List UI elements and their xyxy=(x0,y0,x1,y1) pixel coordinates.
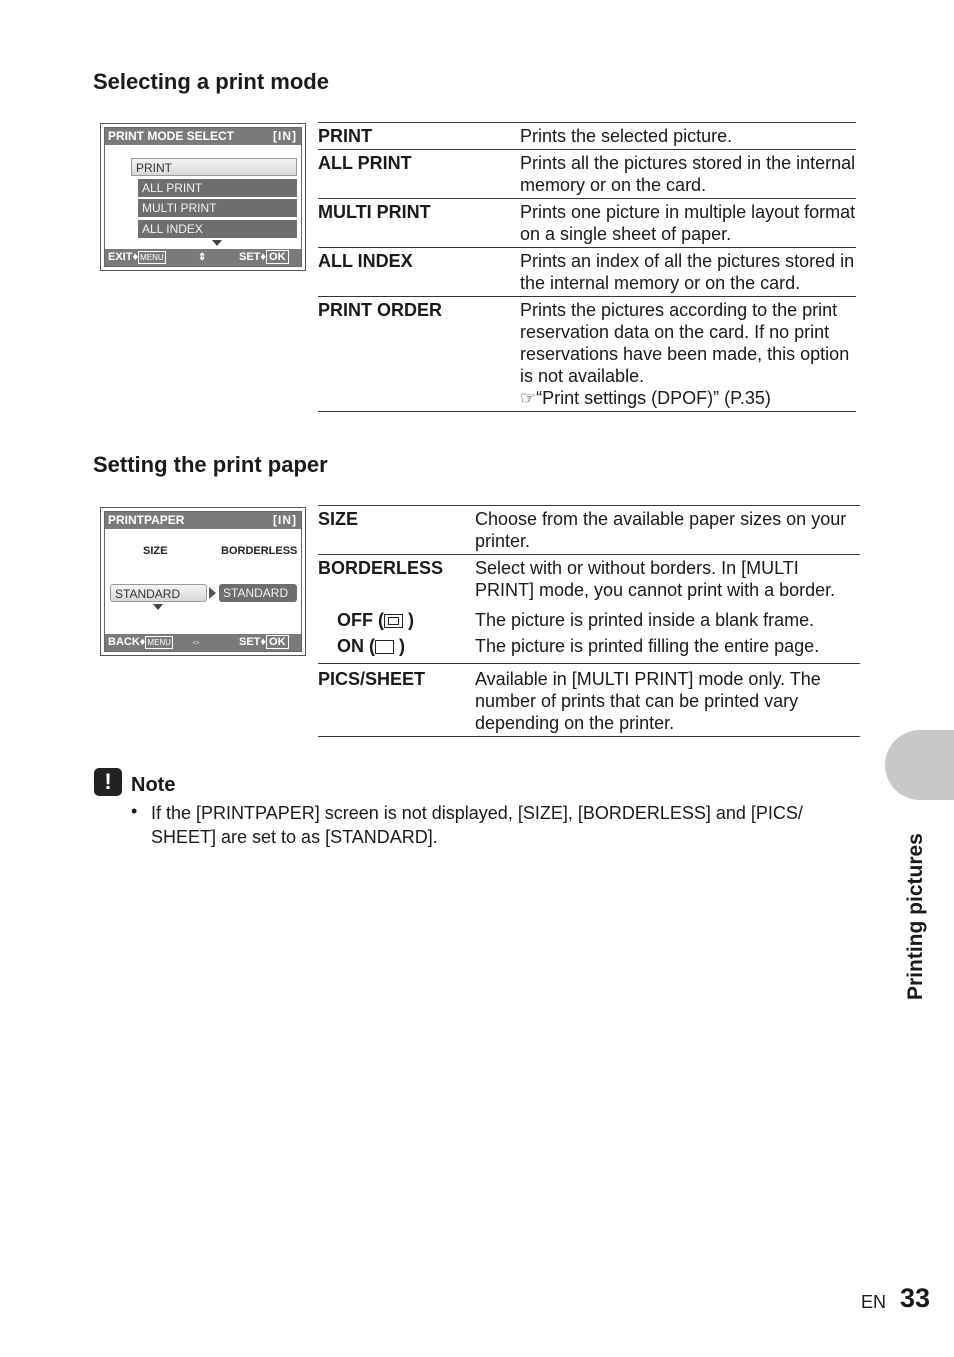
borderless-icon xyxy=(375,640,394,654)
updown-icon: ⇕ xyxy=(198,252,207,263)
scroll-down-arrow-icon xyxy=(153,604,163,610)
page-number: 33 xyxy=(900,1283,931,1313)
desc-multi-print: Prints one picture in multiple layout format on a single sheet of paper. xyxy=(520,199,856,248)
set-label: SET xyxy=(239,251,261,263)
desc-off: The picture is printed inside a blank frame. xyxy=(475,610,815,630)
menu-item-print[interactable]: PRINT xyxy=(131,158,297,176)
table-row xyxy=(318,607,860,633)
term-all-index: ALL INDEX xyxy=(318,248,520,297)
screen-footer xyxy=(105,634,301,651)
scroll-down-arrow-icon xyxy=(212,240,222,246)
print-paper-table xyxy=(318,505,860,737)
term-multi-print: MULTI PRINT xyxy=(318,199,520,248)
print-mode-table xyxy=(318,122,856,412)
note-text: If the [PRINTPAPER] screen is not displayed, [SIZE], [BORDERLESS] and [PICS/ SHEET] are set to as [STANDARD]. xyxy=(151,803,803,847)
table-row xyxy=(318,123,856,150)
diamond-icon: ♦ xyxy=(260,251,267,263)
size-column-label: SIZE xyxy=(143,545,168,557)
size-value[interactable]: STANDARD xyxy=(110,584,207,602)
internal-memory-icon: [IN] xyxy=(273,129,297,143)
screen-title-bar xyxy=(105,512,301,529)
print-paper-screen xyxy=(100,507,306,656)
desc-print-order-cell xyxy=(520,297,856,412)
screen-title-bar xyxy=(105,128,301,145)
menu-item-all-index[interactable]: ALL INDEX xyxy=(138,220,297,238)
table-row xyxy=(318,199,856,248)
print-mode-screen xyxy=(100,123,306,271)
four-way-arrows-icon: ⇔ xyxy=(191,637,201,648)
screen-title: PRINT MODE SELECT xyxy=(108,129,235,143)
internal-memory-icon: [IN] xyxy=(273,513,297,527)
ok-button-icon: OK xyxy=(266,250,289,264)
desc-all-index: Prints an index of all the pictures stored in the internal memory or on the card. xyxy=(520,248,856,297)
table-row xyxy=(318,297,856,412)
ok-button-icon: OK xyxy=(266,635,289,649)
menu-item-multi-print[interactable]: MULTI PRINT xyxy=(138,199,297,217)
term-pics-sheet: PICS/SHEET xyxy=(318,664,475,737)
table-row xyxy=(318,506,860,555)
chapter-tab-label: Printing pictures xyxy=(904,833,927,1000)
note-caution-icon: ! xyxy=(94,768,122,796)
set-label: SET xyxy=(239,636,261,648)
diamond-icon: ♦ xyxy=(139,636,146,648)
desc-all-print: Prints all the pictures stored in the internal memory or on the card. xyxy=(520,150,856,199)
borderless-column-label: BORDERLESS xyxy=(221,545,298,557)
language-label: EN xyxy=(861,1292,887,1312)
desc-borderless: Select with or without borders. In [MULTI PRINT] mode, you cannot print with a border. xyxy=(475,558,836,600)
back-label: BACK xyxy=(108,636,140,648)
right-arrow-icon xyxy=(209,587,216,599)
table-row xyxy=(318,664,860,737)
note-title: Note xyxy=(131,774,176,796)
term-size: SIZE xyxy=(318,506,475,555)
table-row xyxy=(318,150,856,199)
menu-button-icon: MENU xyxy=(147,638,171,647)
reference-hand-icon: ☞ xyxy=(520,388,537,408)
term-on: ON ( ) xyxy=(318,633,475,664)
exit-label: EXIT xyxy=(108,251,133,263)
framed-border-icon xyxy=(384,614,403,628)
section-heading-print-mode: Selecting a print mode xyxy=(93,69,329,94)
diamond-icon: ♦ xyxy=(132,251,139,263)
desc-print-order: Prints the pictures according to the print reservation data on the card. If no print reservations have been made, this option is not available. xyxy=(520,300,850,386)
chapter-tab xyxy=(885,730,954,800)
table-row xyxy=(318,555,860,608)
desc-print: Prints the selected picture. xyxy=(520,123,856,150)
note-bullet: • xyxy=(131,801,138,821)
desc-on: The picture is printed filling the entire page. xyxy=(475,633,860,664)
term-borderless: BORDERLESS xyxy=(318,558,444,578)
desc-size: Choose from the available paper sizes on your printer. xyxy=(475,506,860,555)
section-heading-print-paper: Setting the print paper xyxy=(93,452,328,477)
reference-link[interactable]: “Print settings (DPOF)” (P.35) xyxy=(536,388,771,408)
term-off: OFF ( ) xyxy=(337,610,415,630)
diamond-icon: ♦ xyxy=(260,636,267,648)
table-row xyxy=(318,248,856,297)
term-print-order: PRINT ORDER xyxy=(318,297,520,412)
term-all-print: ALL PRINT xyxy=(318,150,520,199)
menu-button-icon: MENU xyxy=(140,253,164,262)
screen-title: PRINTPAPER xyxy=(108,513,185,527)
desc-pics-sheet: Available in [MULTI PRINT] mode only. The number of prints that can be printed vary depending on the printer. xyxy=(475,664,860,737)
table-row xyxy=(318,633,860,664)
screen-footer xyxy=(105,249,301,266)
borderless-value[interactable]: STANDARD xyxy=(219,584,297,602)
term-print: PRINT xyxy=(318,123,520,150)
menu-item-all-print[interactable]: ALL PRINT xyxy=(138,179,297,197)
